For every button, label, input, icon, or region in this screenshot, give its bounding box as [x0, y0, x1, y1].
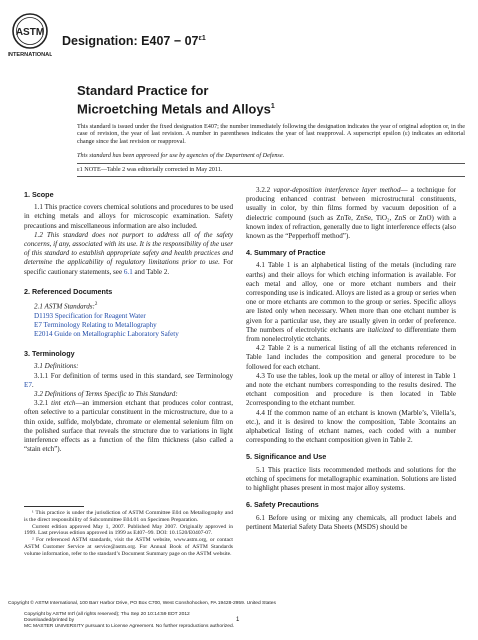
link-e7-terminology[interactable]: E7: [24, 380, 32, 389]
para-1-1: 1.1 This practice covers chemical solutions and procedures to be used in etching metals and alloys for microscopic examination. Safety precautions and miscellaneous information are also included.: [24, 203, 233, 230]
section-3-heading: 3. Terminology: [24, 349, 75, 359]
footnote-2: ² For referenced ASTM standards, visit the ASTM website, www.astm.org, or contact ASTM Customer Service at service@astm.org. For Annual Book of ASTM Standards volume information, refer to the standard’s Document Summary page on the ASTM website.: [24, 537, 233, 557]
download-line-1: Copyright by ASTM Int'l (all rights reserved); Thu Sep 20 10:14:59 EDT 2012: [24, 612, 190, 617]
designation-text: Designation: E407 − 07: [62, 34, 199, 48]
note-divider: [77, 176, 465, 177]
link-6-1[interactable]: 6.1: [123, 267, 133, 276]
title-line-1: Standard Practice for: [77, 83, 209, 98]
italicized-word: italicized: [367, 325, 394, 334]
designation: [62, 34, 206, 48]
footnote-divider: [24, 506, 84, 507]
footnote-1: ¹ This practice is under the jurisdiction of ASTM Committee E04 on Metallography and is the direct responsibility of Subcommittee E04.01 on Specimen Preparation.: [24, 510, 233, 523]
ref-e7: [24, 321, 233, 330]
section-6-heading: 6. Safety Precautions: [246, 500, 319, 510]
title-line-2: [77, 99, 275, 117]
para-3-2-1-num: 3.2.1: [34, 399, 52, 408]
link-e7[interactable]: E7: [34, 320, 42, 329]
ref-e2014-title[interactable]: Guide on Metallographic Laboratory Safety: [52, 330, 179, 338]
document-title: [77, 83, 275, 116]
page-number: 1: [236, 617, 240, 623]
ref-e7-title[interactable]: Terminology Relating to Metallography: [41, 320, 157, 329]
title-footnote-ref: 1: [270, 102, 275, 110]
para-1-2: [24, 231, 233, 277]
title-line-2-text: Microetching Metals and Alloys: [77, 100, 271, 116]
link-d1193[interactable]: D1193: [34, 311, 54, 320]
para-4-1-text: 4.1 Table 1 is an alphabetical listing of the metals (including rare earths) and their alloys for which etching information is available. For each metal and alloy, one or more etchant numbers and their corresponding use is indicated. Alloys are listed as a group or series when one or more etchants are common to the group or series. Specific alloys are listed only when necessary. When more than one etchant number is given for a particular use, they are usually given in order of preference. The numbers of electrolytic etchants are: [246, 261, 456, 334]
footnote-1-edition: Current edition approved May 1, 2007. Published May 2007. Originally approved in 1999. Last previous edition approved in 1999 as E407–99. DOI: 10.1520/E0407-07.: [24, 523, 233, 537]
section-1-heading: 1. Scope: [24, 190, 54, 199]
para-3-1-1-end: .: [31, 380, 34, 389]
para-3-2: 3.2 Definitions of Terms Specific to This Standard:: [34, 390, 178, 399]
astm-logo: [8, 12, 52, 58]
footnote-ref-2: 2: [94, 302, 98, 308]
para-4-3: 4.3 To use the tables, look up the metal or alloy of interest in Table 1 and note the etchant numbers corresponding to the results desired. The etchant composition and procedure is then located in Table 2corresponding to the etchant number.: [246, 371, 456, 408]
right-column: [246, 186, 456, 532]
dod-approval-note: This standard has been approved for use by agencies of the Department of Defense.: [77, 152, 285, 159]
para-1-2-end: and Table 2.: [132, 267, 170, 276]
para-3-2-1-def: —an immersion etchant that produces color contrast, often selective to a particular constituent in the microstructure, due to a thin oxide, sulfide, molybdate, chromate or elemental selenium film on the polished surface that reveals the structure due to variations in light interference effects as a function of the film thickness (also called a “stain etch”).: [24, 399, 233, 454]
para-3-2-2: [246, 186, 456, 241]
logo-caption: INTERNATIONAL: [8, 52, 52, 58]
para-3-2-2-def: — a technique for producing enhanced contrast between microstructural constituents, usually in color, by thin films formed by vacuum deposition of a dielectric compound (such as ZnTe, ZnSe, TiO₂, ZnS or ZnO) with a known index of refraction, generally due to light interference effects (also known as the “Pepperhoff method”).: [246, 186, 456, 241]
download-line-3: MC MASTER UNIVERSITY pursuant to License Agreement. No further reproductions authorized.: [24, 624, 235, 629]
astm-standards-label: 2.1 ASTM Standards:: [34, 302, 95, 311]
section-2-heading: 2. Referenced Documents: [24, 286, 113, 296]
para-5-1: 5.1 This practice lists recommended methods and solutions for the etching of specimens for metallographic examination. Solutions are listed to highlight phases present in most major alloy systems.: [246, 465, 456, 493]
ref-d1193-title[interactable]: Specification for Reagent Water: [53, 311, 146, 320]
svg-text:ASTM: ASTM: [15, 27, 45, 38]
top-divider: [77, 163, 465, 164]
ref-e2014: [24, 330, 233, 339]
footnotes: [24, 510, 233, 558]
term-tint-etch: tint etch: [51, 399, 76, 408]
download-notice: [24, 612, 354, 630]
para-3-1: 3.1 Definitions:: [34, 362, 79, 371]
para-2-1: [24, 300, 233, 312]
term-vapor-deposition: vapor-deposition interference layer method: [273, 186, 401, 194]
para-3-1-1: [24, 372, 233, 390]
section-4-heading: 4. Summary of Practice: [246, 248, 326, 258]
para-3-1-1-text: 3.1.1 For definition of terms used in this standard, see Terminology: [34, 371, 233, 380]
ref-d1193: [24, 312, 233, 321]
section-5-heading: 5. Significance and Use: [246, 452, 327, 462]
para-1-2-text: For specific cautionary statements, see: [24, 258, 233, 276]
link-e2014[interactable]: E2014: [34, 330, 53, 338]
para-3-2-2-num: 3.2.2: [256, 186, 274, 194]
para-6-1: 6.1 Before using or mixing any chemicals, all product labels and pertinent Material Safety Data Sheets (MSDS) should be: [246, 513, 456, 531]
designation-epsilon: ε1: [198, 34, 206, 42]
download-line-2: Downloaded/printed by: [24, 618, 75, 623]
para-4-1-end: to differentiate them from nonelectrolytic etchants.: [246, 325, 456, 344]
safety-statement: 1.2 This standard does not purport to address all of the safety concerns, if any, associated with its use. It is the responsibility of the user of this standard to establish appropriate safety and health practices and determine the applicability of regulatory limitations prior to use.: [24, 230, 233, 267]
para-3-2-1: [24, 399, 233, 454]
editorial-note: ε1 NOTE—Table 2 was editorially corrected in May 2011.: [77, 166, 223, 173]
left-column: [24, 190, 233, 454]
para-4-4: 4.4 If the common name of an etchant is known (Marble’s, Vilella’s, etc.), and it is desired to know the composition, Table 3contains an alphabetical listing of etchant names, each coded with a number corresponding to the etchant composition given in Table 2.: [246, 408, 456, 445]
copyright-line: Copyright © ASTM International, 100 Barr Harbor Drive, PO Box C700, West Conshohocken, PA 19428-2959. United States: [8, 601, 276, 606]
issuance-note: This standard is issued under the fixed designation E407; the number immediately following the designation indicates the year of original adoption or, in the case of revision, the year of last revision. A number in parentheses indicates the year of last reapproval. A superscript epsilon (ε) indicates an editorial change since the last revision or reapproval.: [77, 123, 465, 145]
para-4-1: [246, 261, 456, 344]
para-4-2: 4.2 Table 2 is a numerical listing of all the etchants referenced in Table 1and includes the composition and general procedure to be followed for each etchant.: [246, 344, 456, 371]
astm-logo-icon: [8, 12, 52, 58]
